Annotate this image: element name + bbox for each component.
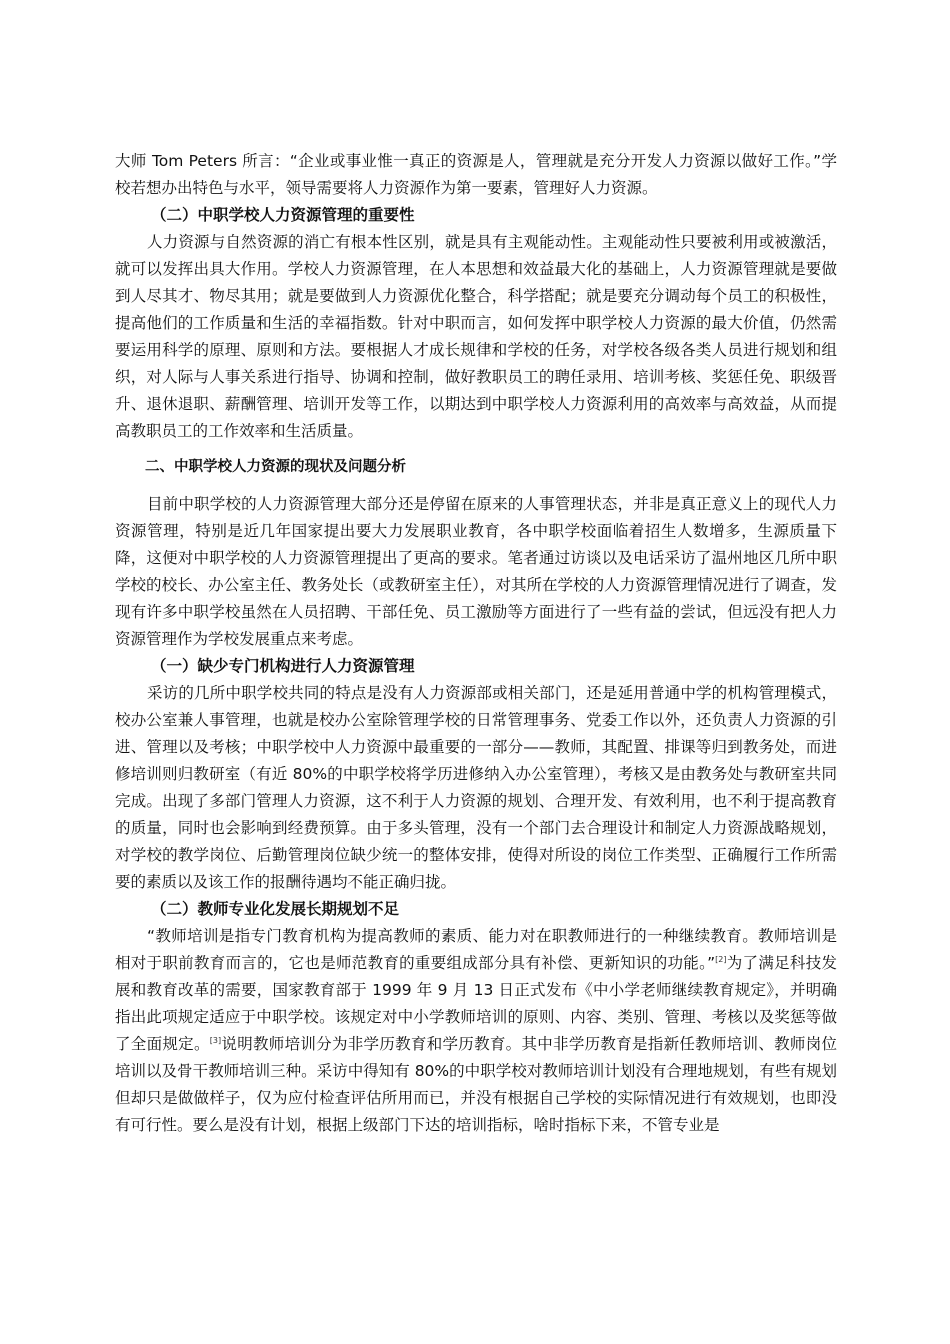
training-text-part-1: “教师培训是指专门教育机构为提高教师的素质、能力对在职教师进行的一种继续教育。教师培训是相对于职前教育而言的，它也是师范教育的重要组成部分具有补偿、更新知识的功能。” xyxy=(115,927,837,972)
training-text-part-2: 为了满足科技发展和教育改革的需要，国家教育部于 1999 年 9 月 13 日正式发布《中小学老师继续教育规定》，并明确指出此项规定适应于中职学校。该规定对中小学教师培训的原则、内容、类别、管理、考核以及奖惩等做了全面规定。 xyxy=(115,954,837,1053)
paragraph-teacher-training xyxy=(115,923,837,1139)
paragraph-no-department: 采访的几所中职学校共同的特点是没有人力资源部或相关部门，还是延用普通中学的机构管理模式，校办公室兼人事管理，也就是校办公室除管理学校的日常管理事务、党委工作以外，还负责人力资源的引进、管理以及考核；中职学校中人力资源中最重要的一部分——教师，其配置、排课等归到教务处，而进修培训则归教研室（有近 80%的中职学校将学历进修纳入办公室管理），考核又是由教务处与教研室共同完成。出现了多部门管理人力资源，这不利于人力资源的规划、合理开发、有效利用，也不利于提高教育的质量，同时也会影响到经费预算。由于多头管理，没有一个部门去合理设计和制定人力资源战略规划，对学校的教学岗位、后勤管理岗位缺少统一的整体安排，使得对所设的岗位工作类型、正确履行工作所需要的素质以及该工作的报酬待遇均不能正确归拢。 xyxy=(115,684,837,891)
citation-3: [3] xyxy=(209,1035,222,1045)
paragraph-importance: 人力资源与自然资源的消亡有根本性区别，就是具有主观能动性。主观能动性只要被利用或被激活，就可以发挥出具大作用。学校人力资源管理，在人本思想和效益最大化的基础上，人力资源管理就是要做到人尽其才、物尽其用；就是要做到人力资源优化整合，科学搭配；就是要充分调动每个员工的积极性，提高他们的工作质量和生活的幸福指数。针对中职而言，如何发挥中职学校人力资源的最大价值，仍然需要运用科学的原理、原则和方法。要根据人才成长规律和学校的任务，对学校各级各类人员进行规划和组织，对人际与人事关系进行指导、协调和控制，做好教职员工的聘任录用、培训考核、奖惩任免、职级晋升、退休退职、薪酬管理、培训开发等工作，以期达到中职学校人力资源利用的高效率与高效益，从而提高教职员工的工作效率和生活质量。 xyxy=(115,233,837,440)
section-heading-no-department: （一）缺少专门机构进行人力资源管理 xyxy=(151,657,415,675)
document-page xyxy=(115,148,837,1139)
section-heading-teacher-development: （二）教师专业化发展长期规划不足 xyxy=(151,900,400,918)
training-text-part-3: 说明教师培训分为非学历教育和学历教育。其中非学历教育是指新任教师培训、教师岗位培训以及骨干教师培训三种。采访中得知有 80%的中职学校对教师培训计划没有合理地规划，有些有规划但却只是做做样子，仅为应付检查评估所用而已，并没有根据自己学校的实际情况进行有效规划，也即没有可行性。要么是没有计划，根据上级部门下达的培训指标，啥时指标下来，不管专业是 xyxy=(115,1035,837,1134)
paragraph-intro: 大师 Tom Peters 所言：“企业或事业惟一真正的资源是人，管理就是充分开发人力资源以做好工作。”学校若想办出特色与水平，领导需要将人力资源作为第一要素，管理好人力资源。 xyxy=(115,152,837,197)
paragraph-status: 目前中职学校的人力资源管理大部分还是停留在原来的人事管理状态，并非是真正意义上的现代人力资源管理，特别是近几年国家提出要大力发展职业教育，各中职学校面临着招生人数增多，生源质量下降，这便对中职学校的人力资源管理提出了更高的要求。笔者通过访谈以及电话采访了温州地区几所中职学校的校长、办公室主任、教务处长（或教研室主任），对其所在学校的人力资源管理情况进行了调查，发现有许多中职学校虽然在人员招聘、干部任免、员工激励等方面进行了一些有益的尝试，但远没有把人力资源管理作为学校发展重点来考虑。 xyxy=(115,495,837,648)
citation-2: [2] xyxy=(715,954,727,964)
chapter-heading-status: 二、中职学校人力资源的现状及问题分析 xyxy=(145,459,406,475)
section-heading-importance: （二）中职学校人力资源管理的重要性 xyxy=(151,206,415,224)
